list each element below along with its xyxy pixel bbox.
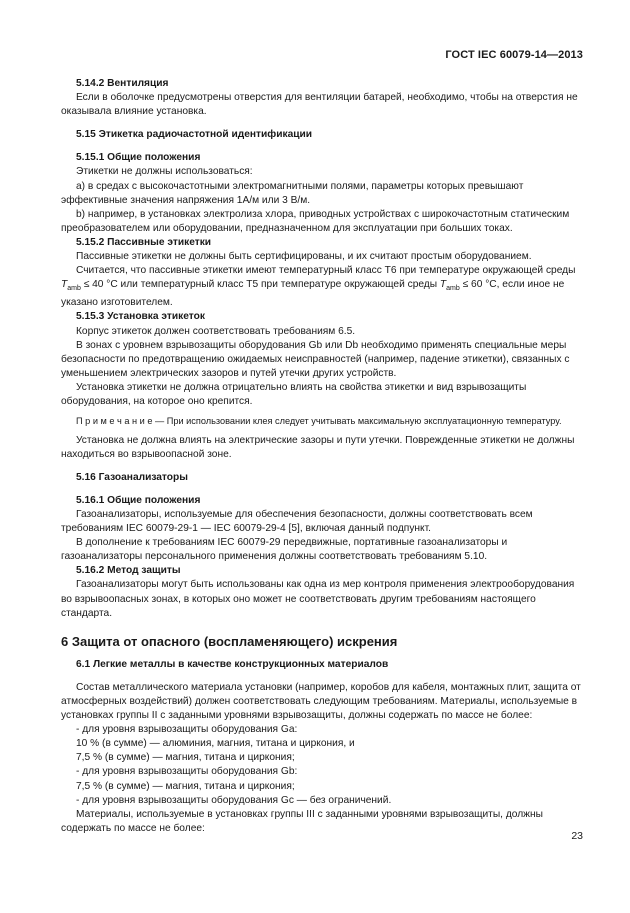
heading-5-16-1: 5.16.1 Общие положения <box>76 494 201 506</box>
heading-5-16: 5.16 Газоанализаторы <box>76 471 188 483</box>
amb-subscript: amb <box>446 285 460 293</box>
list-item: - для уровня взрывозащиты оборудования Gc — без ограничений. <box>76 794 392 806</box>
list-item-b: b) например, в установках электролиза хлора, приводных устройствах с широкочастотным статическим преобразователем или оборудовании, предназначенном для эксплуатации при больших токах. <box>61 208 570 234</box>
paragraph: Корпус этикеток должен соответствовать требованиям 6.5. <box>76 325 356 337</box>
note: П р и м е ч а н и е — При использовании клея следует учитывать максимальную эксплуатационную температуру. <box>76 416 562 427</box>
paragraph: Установка не должна влиять на электрические зазоры и пути утечки. Поврежденные этикетки не должны находиться во взрывоопасной зоне. <box>61 434 575 460</box>
t-symbol: T <box>439 279 447 291</box>
page-content <box>61 77 583 836</box>
heading-5-15-3: 5.15.3 Установка этикеток <box>76 311 205 323</box>
paragraph: Если в оболочке предусмотрены отверстия для вентиляции батарей, необходимо, чтобы на отверстия не оказывала влияние установка. <box>61 92 578 118</box>
list-item: 7,5 % (в сумме) — магния, титана и циркония; <box>76 752 295 764</box>
paragraph: Установка этикетки не должна отрицательно влиять на свойства этикетки и вид взрывозащиты оборудования, на которое оно крепится. <box>61 381 527 407</box>
text-segment: ≤ 40 °С или температурный класс Т5 при температуре окружающей среды <box>80 279 440 291</box>
paragraph-temperature <box>61 264 583 310</box>
heading-6-1: 6.1 Легкие металлы в качестве конструкционных материалов <box>76 658 389 670</box>
list-item: 7,5 % (в сумме) — магния, титана и циркония; <box>76 780 295 792</box>
list-item: - для уровня взрывозащиты оборудования Gb: <box>76 766 298 778</box>
page-number: 23 <box>571 830 583 842</box>
paragraph: Состав металлического материала установки (например, коробов для кабеля, монтажных плит, защита от атмосферных воздействий) должен соответствовать следующим требованиям. Материалы, используемые в установках группы II с заданными уровнями взрывозащиты, должны содержать по массе не более: <box>61 681 581 722</box>
paragraph: Пассивные этикетки не должны быть сертифицированы, и их считают простым оборудованием. <box>76 251 532 263</box>
paragraph: В зонах с уровнем взрывозащиты оборудования Gb или Db необходимо применять специальные меры безопасности по предотвращению ожидаемых неисправностей (например, падение этикетки), связанных с уменьшением электрических зазоров и путей утечки других устройств. <box>61 339 570 379</box>
list-item-a: a) в средах с высокочастотными электромагнитными полями, параметры которых превышают эффективные значения напряжения 1А/м или 3 В/м. <box>61 180 524 206</box>
paragraph: Газоанализаторы могут быть использованы как одна из мер контроля применения электрооборудования во взрывоопасных зонах, в которых оно может не соответствовать другим требованиям настоящего стандарта. <box>61 579 575 619</box>
text-segment: ≤ 60 °С, если иное не указано изготовителем. <box>61 279 565 309</box>
heading-5-14-2: 5.14.2 Вентиляция <box>76 78 169 89</box>
t-symbol: T <box>61 279 68 291</box>
heading-5-15: 5.15 Этикетка радиочастотной идентификации <box>76 129 313 141</box>
amb-subscript: amb <box>67 285 81 293</box>
heading-5-16-2: 5.16.2 Метод защиты <box>76 565 181 577</box>
list-item: 10 % (в сумме) — алюминия, магния, титана и циркония, и <box>76 738 355 750</box>
heading-5-15-2: 5.15.2 Пассивные этикетки <box>76 236 212 248</box>
paragraph: Материалы, используемые в установках группы III с заданными уровнями взрывозащиты, должны содержать по массе не более: <box>61 808 543 834</box>
standard-header: ГОСТ IEC 60079-14—2013 <box>445 49 583 61</box>
list-item: - для уровня взрывозащиты оборудования Ga: <box>76 724 298 736</box>
paragraph: Этикетки не должны использоваться: <box>76 166 253 178</box>
paragraph: Газоанализаторы, используемые для обеспечения безопасности, должны соответствовать всем требованиям IEC 60079-29-1 — IEC 60079-29-4 [5], включая данный подпункт. <box>61 508 533 535</box>
text-segment: Считается, что пассивные этикетки имеют температурный класс Т6 при температуре окружающей среды <box>76 265 576 277</box>
paragraph: В дополнение к требованиям IEC 60079-29 передвижные, портативные газоанализаторы и газоанализаторы персонального применения должны соответствовать требованиям 5.10. <box>61 537 508 563</box>
heading-section-6: 6 Защита от опасного (воспламеняющего) искрения <box>61 633 398 649</box>
heading-5-15-1: 5.15.1 Общие положения <box>76 152 201 164</box>
